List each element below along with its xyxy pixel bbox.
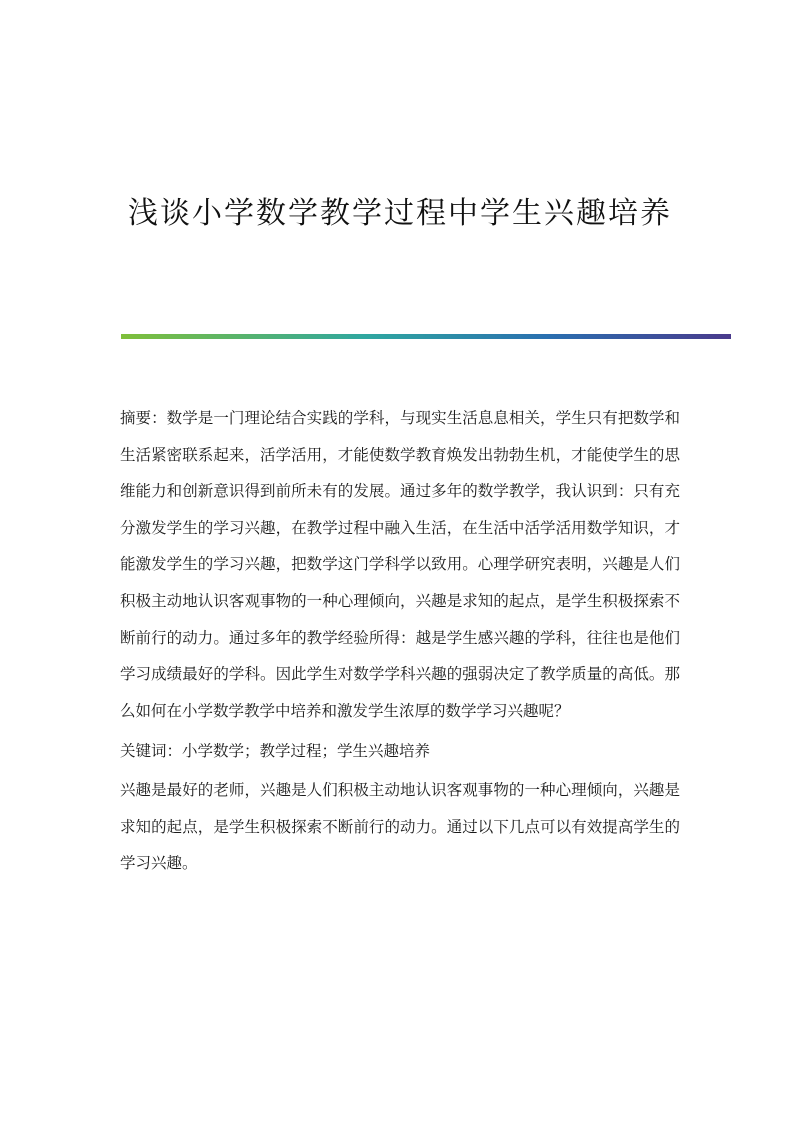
- body-paragraph: 兴趣是最好的老师，兴趣是人们积极主动地认识客观事物的一种心理倾向，兴趣是求知的起点，是学生积极探索不断前行的动力。通过以下几点可以有效提高学生的学习兴趣。: [120, 780, 680, 873]
- title-divider: [121, 334, 731, 339]
- document-body: [120, 400, 680, 882]
- page-title: 浅谈小学数学教学过程中学生兴趣培养: [128, 196, 672, 231]
- keywords-paragraph: 关键词：小学数学；教学过程；学生兴趣培养: [120, 742, 431, 761]
- abstract-paragraph: 摘要：数学是一门理论结合实践的学科，与现实生活息息相关，学生只有把数学和生活紧密联系起来，活学活用，才能使数学教育焕发出勃勃生机，才能使学生的思维能力和创新意识得到前所未有的发展。通过多年的数学教学，我认识到：只有充分激发学生的学习兴趣，在教学过程中融入生活，在生活中活学活用数学知识，才能激发学生的学习兴趣，把数学这门学科学以致用。心理学研究表明，兴趣是人们积极主动地认识客观事物的一种心理倾向，兴趣是求知的起点，是学生积极探索不断前行的动力。通过多年的教学经验所得：越是学生感兴趣的学科，往往也是他们学习成绩最好的学科。因此学生对数学学科兴趣的强弱决定了教学质量的高低。那么如何在小学数学教学中培养和激发学生浓厚的数学学习兴趣呢？: [120, 409, 680, 720]
